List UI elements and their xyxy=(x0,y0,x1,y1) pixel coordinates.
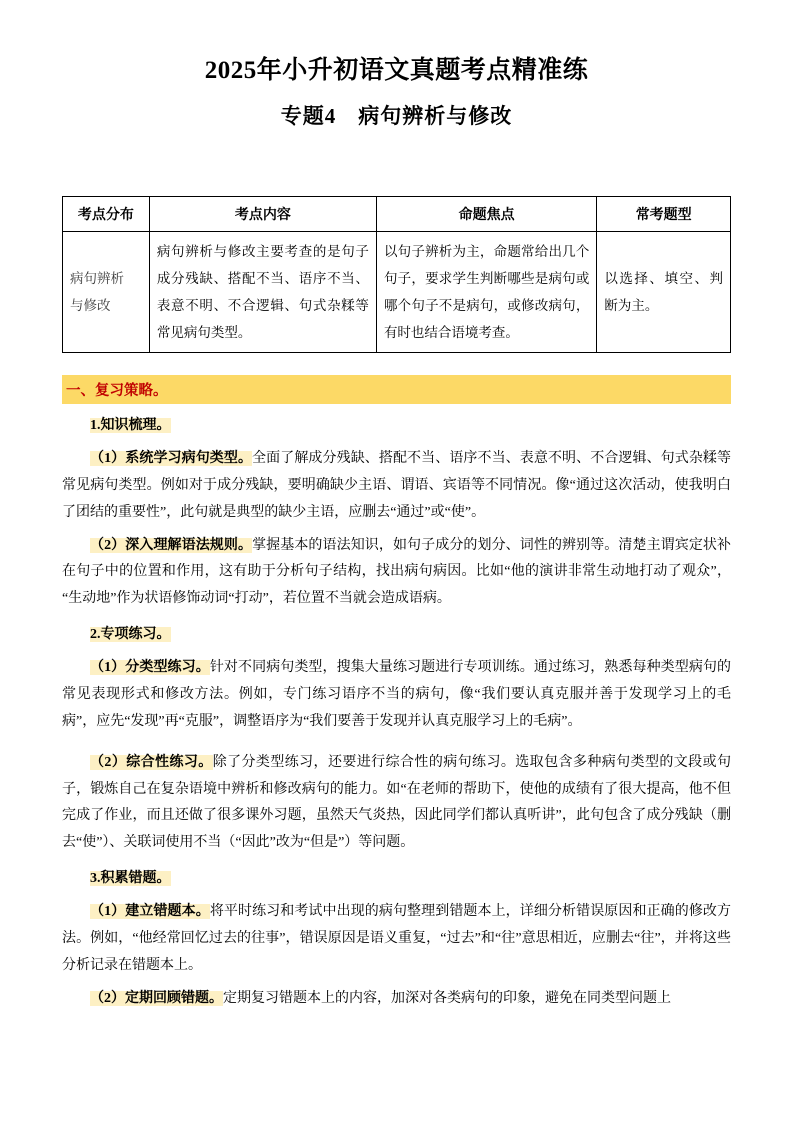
paragraph-item-6 xyxy=(62,986,731,1013)
table-header-cell: 常考题型 xyxy=(597,197,731,232)
paragraph-item-5 xyxy=(62,899,731,980)
table-header-row xyxy=(63,197,731,232)
item-6-text: 定期复习错题本上的内容，加深对各类病句的印象，避免在同类型问题上 xyxy=(223,990,671,1006)
item-2-text: 掌握基本的语法知识，如句子成分的划分、词性的辨别等。清楚主谓宾定状补在句子中的位置和作用，这有助于分析句子结构，找出病句病因。比如“他的演讲非常生动地打动了观众”，“生动地”作为状语修饰动词“打动”，若位置不当就会造成语病。 xyxy=(62,537,732,607)
subsection-knowledge-review xyxy=(62,413,731,440)
item-2-label: （2）深入理解语法规则。 xyxy=(90,537,253,553)
paragraph-item-4 xyxy=(62,750,731,858)
subsection-error-collection xyxy=(62,866,731,893)
item-3-label: （1）分类型练习。 xyxy=(90,660,210,675)
table-header-cell: 考点分布 xyxy=(63,197,150,232)
table-row xyxy=(63,232,731,353)
cell-distribution-line2: 与修改 xyxy=(70,298,111,313)
paragraph-item-3 xyxy=(62,655,731,736)
cell-focus: 以句子辨析为主，命题常给出几个句子，要求学生判断哪些是病句或哪个句子不是病句，或修改病句，有时也结合语境考查。 xyxy=(376,232,596,353)
cell-distribution-line1: 病句辨析 xyxy=(70,271,124,286)
item-4-label: （2）综合性练习。 xyxy=(90,754,213,770)
subsection-knowledge-review-label: 1.知识梳理。 xyxy=(90,418,171,433)
table-header-cell: 命题焦点 xyxy=(376,197,596,232)
cell-content: 病句辨析与修改主要考查的是句子成分残缺、搭配不当、语序不当、表意不明、不合逻辑、句式杂糅等常见病句类型。 xyxy=(149,232,376,353)
page-subtitle: 专题4 病句辨析与修改 xyxy=(280,104,513,128)
item-4-text: 除了分类型练习，还要进行综合性的病句练习。选取包含多种病句类型的文段或句子，锻炼自己在复杂语境中辨析和修改病句的能力。如“在老师的帮助下，使他的成绩有了很大提高，他不但完成了作业，而且还做了很多课外习题，虽然天气炎热，因此同学们都认真听讲”，此句包含了成分残缺（删去“使”）、关联词使用不当（“因此”改为“但是”）等问题。 xyxy=(62,754,732,851)
subsection-special-practice xyxy=(62,622,731,649)
subsection-error-collection-label: 3.积累错题。 xyxy=(90,871,171,887)
subsection-special-practice-label: 2.专项练习。 xyxy=(90,627,171,643)
item-6-label: （2）定期回顾错题。 xyxy=(90,990,223,1006)
section-heading-review-strategy: 一、复习策略。 xyxy=(62,375,731,404)
item-5-label: （1）建立错题本。 xyxy=(90,904,210,919)
table-header-cell: 考点内容 xyxy=(149,197,376,232)
spacer xyxy=(62,736,731,744)
item-1-label: （1）系统学习病句类型。 xyxy=(90,450,253,466)
item-3-text: 针对不同病句类型，搜集大量练习题进行专项训练。通过练习，熟悉每种类型病句的常见表现形式和修改方法。例如，专门练习语序不当的病句，像“我们要认真克服并善于发现学习上的毛病”，应先“发现”再“克服”，调整语序为“我们要善于发现并认真克服学习上的毛病”。 xyxy=(62,660,732,729)
paragraph-item-1 xyxy=(62,446,731,527)
item-1-text: 全面了解成分残缺、搭配不当、语序不当、表意不明、不合逻辑、句式杂糅等常见病句类型。例如对于成分残缺，要明确缺少主语、谓语、宾语等不同情况。像“通过这次活动，使我明白了团结的重要性”，此句就是典型的缺少主语，应删去“通过”或“使”。 xyxy=(62,450,732,520)
cell-distribution xyxy=(63,232,150,353)
exam-points-table xyxy=(62,196,731,353)
page-title: 2025年小升初语文真题考点精准练 xyxy=(204,57,589,84)
item-5-text: 将平时练习和考试中出现的病句整理到错题本上，详细分析错误原因和正确的修改方法。例如，“他经常回忆过去的往事”，错误原因是语义重复，“过去”和“往”意思相近，应删去“往”，并将这些分析记录在错题本上。 xyxy=(62,904,732,973)
cell-types: 以选择、填空、判断为主。 xyxy=(597,232,731,353)
paragraph-item-2 xyxy=(62,533,731,614)
